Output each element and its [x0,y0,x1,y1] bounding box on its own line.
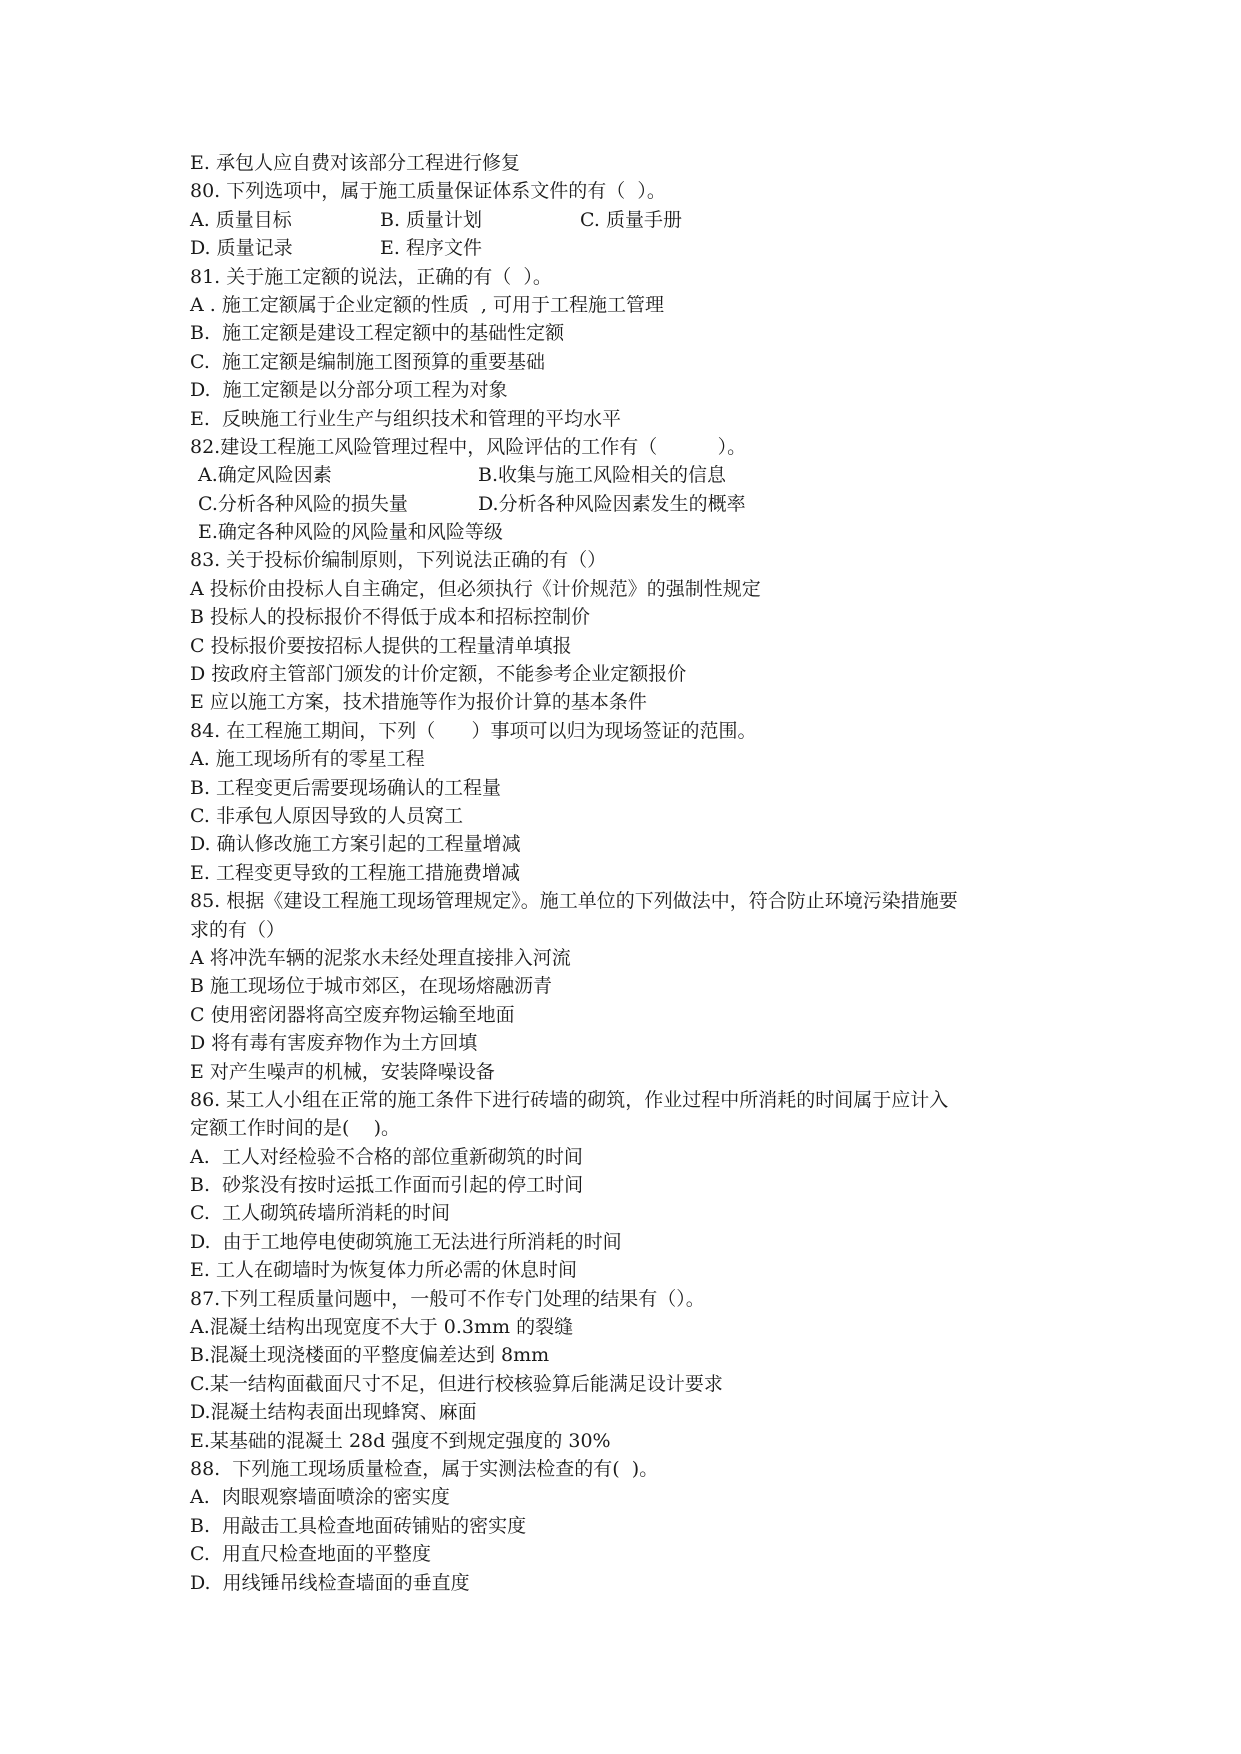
option-line: A . 施工定额属于企业定额的性质 , 可用于工程施工管理 [190,293,664,316]
option-line: E. 反映施工行业生产与组织技术和管理的平均水平 [190,407,621,430]
option-item: E. 程序文件 [380,237,482,260]
option-line: A 将冲洗车辆的泥浆水未经处理直接排入河流 [190,946,571,969]
option-line: A 投标价由投标人自主确定，但必须执行《计价规范》的强制性规定 [190,577,761,600]
option-line: D 按政府主管部门颁发的计价定额，不能参考企业定额报价 [190,663,687,686]
option-line: B.混凝土现浇楼面的平整度偏差达到 8mm [190,1344,550,1367]
option-line: C 使用密闭器将高空废弃物运输至地面 [190,1003,515,1026]
option-line: C 投标报价要按招标人提供的工程量清单填报 [190,634,572,657]
option-line: D. 用线锤吊线检查墙面的垂直度 [190,1571,470,1594]
option-line: B 投标人的投标报价不得低于成本和招标控制价 [190,606,591,629]
option-line: B. 工程变更后需要现场确认的工程量 [190,776,502,799]
option-line: E. 工程变更导致的工程施工措施费增减 [190,861,520,884]
option-line: B 施工现场位于城市郊区，在现场熔融沥青 [190,975,553,998]
option-item: C. 质量手册 [580,208,682,231]
question-84: 84. 在工程施工期间，下列（ ）事项可以归为现场签证的范围。 [190,719,757,742]
option-line: A.混凝土结构出现宽度不大于 0.3mm 的裂缝 [190,1316,574,1339]
option-line: E 对产生噪声的机械，安装降噪设备 [190,1060,495,1083]
option-item: A. 质量目标 [190,208,292,231]
question-86-continued: 定额工作时间的是( )。 [190,1117,400,1140]
option-line: D. 确认修改施工方案引起的工程量增减 [190,833,521,856]
question-85: 85. 根据《建设工程施工现场管理规定》。施工单位的下列做法中，符合防止环境污染措施要 [190,890,958,913]
document-body [190,149,1070,1597]
option-item: D. 质量记录 [190,237,293,260]
option-row [190,461,1070,489]
option-line: A. 工人对经检验不合格的部位重新砌筑的时间 [190,1145,583,1168]
option-item: B. 质量计划 [380,208,483,231]
option-line: C. 施工定额是编制施工图预算的重要基础 [190,350,545,373]
option-item: D.分析各种风险因素发生的概率 [478,492,746,515]
question-87: 87.下列工程质量问题中，一般可不作专门处理的结果有（）。 [190,1287,705,1310]
option-line: B. 用敲击工具检查地面砖铺贴的密实度 [190,1514,527,1537]
option-row [190,234,1070,262]
option-item: C.分析各种风险的损失量 [198,492,408,515]
option-line: B. 砂浆没有按时运抵工作面而引起的停工时间 [190,1174,584,1197]
option-line: B. 施工定额是建设工程定额中的基础性定额 [190,322,565,345]
option-line: E 应以施工方案，技术措施等作为报价计算的基本条件 [190,691,647,714]
option-line: C. 工人砌筑砖墙所消耗的时间 [190,1202,450,1225]
option-line: C. 用直尺检查地面的平整度 [190,1543,431,1566]
option-line: A. 肉眼观察墙面喷涂的密实度 [190,1486,450,1509]
question-81: 81. 关于施工定额的说法，正确的有（ ）。 [190,265,552,288]
option-line: E. 承包人应自费对该部分工程进行修复 [190,152,520,174]
question-80: 80. 下列选项中，属于施工质量保证体系文件的有（ ）。 [190,180,666,203]
option-row [190,490,1070,518]
option-line: E. 工人在砌墙时为恢复体力所必需的休息时间 [190,1259,577,1282]
question-86: 86. 某工人小组在正常的施工条件下进行砖墙的砌筑，作业过程中所消耗的时间属于应计入 [190,1088,949,1111]
option-line: D. 施工定额是以分部分项工程为对象 [190,379,508,402]
option-line: E.某基础的混凝土 28d 强度不到规定强度的 30% [190,1429,611,1452]
option-line: C. 非承包人原因导致的人员窝工 [190,804,463,827]
option-line: A. 施工现场所有的零星工程 [190,748,425,771]
question-82: 82.建设工程施工风险管理过程中，风险评估的工作有（ ）。 [190,435,747,458]
option-line: D.混凝土结构表面出现蜂窝、麻面 [190,1401,477,1424]
option-line: E.确定各种风险的风险量和风险等级 [198,521,503,544]
option-item: A.确定风险因素 [198,464,332,487]
option-line: D 将有毒有害废弃物作为土方回填 [190,1032,478,1055]
option-item: B.收集与施工风险相关的信息 [478,464,727,487]
option-line: D. 由于工地停电使砌筑施工无法进行所消耗的时间 [190,1230,622,1253]
option-row [190,206,1070,234]
question-88: 88. 下列施工现场质量检查，属于实测法检查的有( )。 [190,1457,659,1480]
question-85-continued: 求的有（） [190,918,286,941]
option-line: C.某一结构面截面尺寸不足，但进行校核验算后能满足设计要求 [190,1372,723,1395]
question-83: 83. 关于投标价编制原则，下列说法正确的有（） [190,549,607,572]
